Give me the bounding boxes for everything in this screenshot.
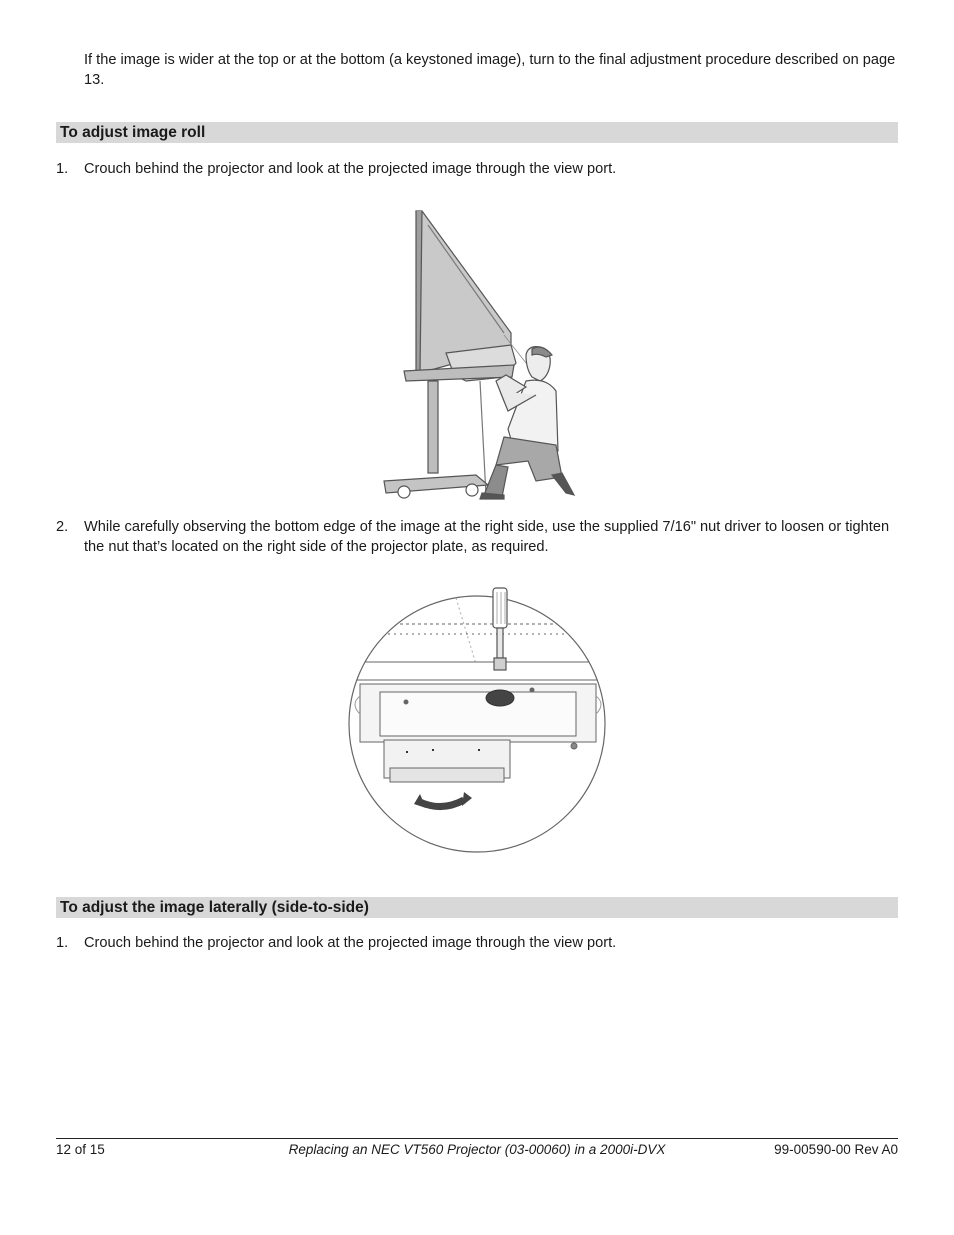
step-number: 1. [56, 161, 69, 177]
nut-driver-closeup-illustration [346, 584, 608, 856]
section-heading-text: To adjust the image laterally (side-to-side) [60, 899, 369, 916]
section-heading-image-roll [56, 122, 898, 143]
footer-doc-number: 99-00590-00 Rev A0 [774, 1142, 898, 1157]
footer-divider [56, 1138, 898, 1139]
section-heading-text: To adjust image roll [60, 124, 206, 141]
footer-page-number: 12 of 15 [56, 1142, 105, 1157]
step-number: 1. [56, 935, 69, 951]
step-text: Crouch behind the projector and look at the projected image through the view port. [84, 935, 617, 951]
step-number: 2. [56, 519, 69, 535]
step-text: While carefully observing the bottom edge of the image at the right side, use the supplied 7/16" nut driver to loosen or tighten the nut that’s located on the right side of the projector plate, as required. [84, 519, 890, 555]
intro-paragraph: If the image is wider at the top or at the bottom (a keystoned image), turn to the final adjustment procedure described on page 13. [84, 52, 896, 88]
step-text: Crouch behind the projector and look at the projected image through the view port. [84, 161, 617, 177]
kneeling-technician-illustration [376, 205, 576, 501]
footer-document-title: Replacing an NEC VT560 Projector (03-00060) in a 2000i-DVX [288, 1142, 666, 1157]
section-heading-lateral-adjust [56, 897, 898, 918]
